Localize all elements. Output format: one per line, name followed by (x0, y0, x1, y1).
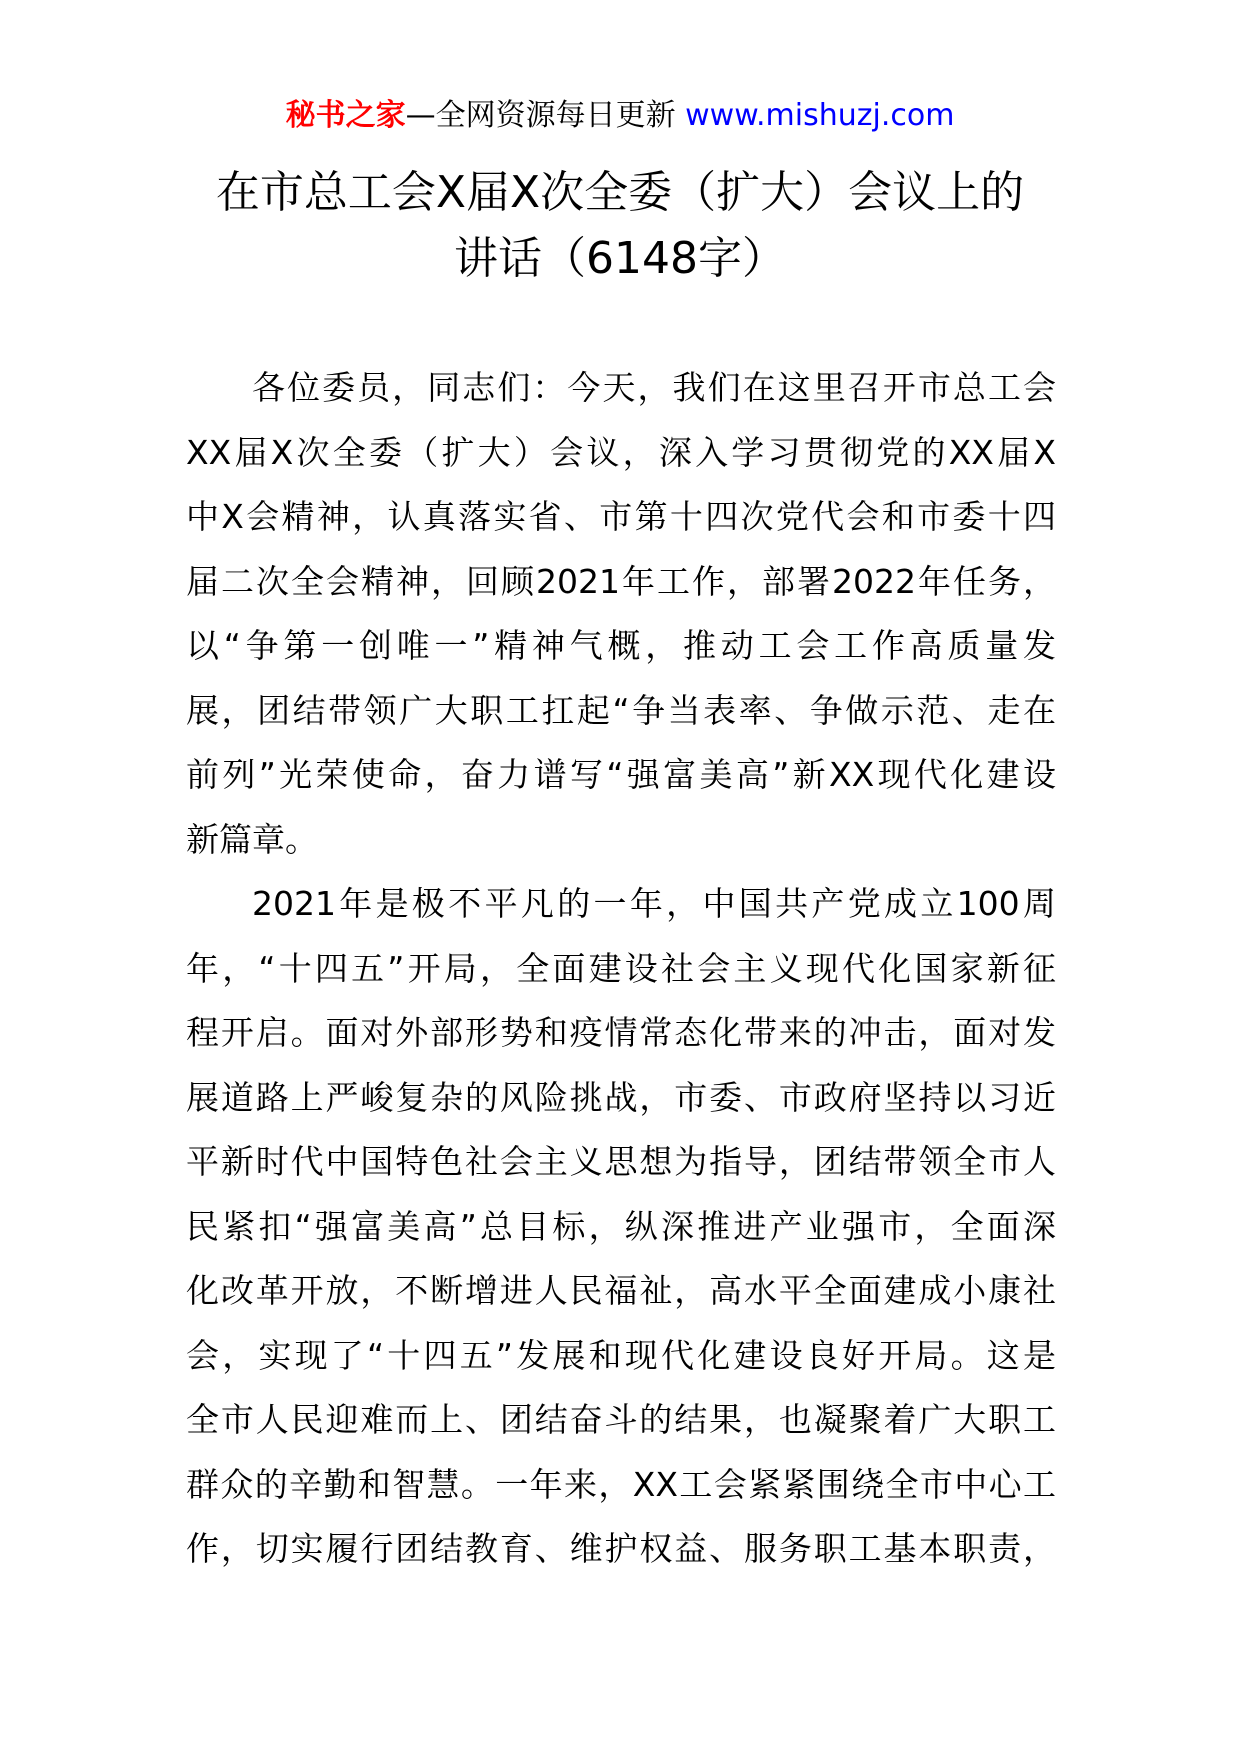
text-line: 2021年是极不平凡的一年，中国共产党成立100周 (252, 884, 1056, 923)
text-line: 中X会精神，认真落实省、市第十四次党代会和市委十四 (186, 497, 1056, 536)
text-line: 新篇章。 (186, 819, 318, 859)
document-title-line-2: 讲话（6148字） (454, 233, 786, 284)
text-line: 各位委员，同志们：今天，我们在这里召开市总工会 (252, 368, 1056, 407)
text-line: 全市人民迎难而上、团结奋斗的结果，也凝聚着广大职工 (186, 1400, 1056, 1439)
text-line: 届二次全会精神，回顾2021年工作，部署2022年任务， (186, 561, 1056, 601)
site-brand: 秘书之家 (285, 98, 406, 133)
text-line: 会，实现了“十四五”发展和现代化建设良好开局。这是 (186, 1335, 1056, 1375)
text-line: 作，切实履行团结教育、维护权益、服务职工基本职责， (186, 1529, 1056, 1568)
text-line: 年，“十四五”开局，全面建设社会主义现代化国家新征 (186, 948, 1056, 988)
text-line: 展，团结带领广大职工扛起“争当表率、争做示范、走在 (186, 690, 1056, 730)
site-url-link[interactable]: www.mishuzj.com (685, 98, 955, 133)
text-line: 群众的辛勤和智慧。一年来，XX工会紧紧围绕全市中心工 (186, 1464, 1056, 1504)
text-line: 程开启。面对外部形势和疫情常态化带来的冲击，面对发 (186, 1013, 1056, 1052)
text-line: XX届X次全委（扩大）会议，深入学习贯彻党的XX届X (186, 432, 1056, 472)
text-line: 以“争第一创唯一”精神气概，推动工会工作高质量发 (186, 626, 1056, 665)
document-body (186, 356, 1056, 1582)
paragraph-2 (186, 872, 1056, 1582)
site-header (0, 96, 1240, 136)
site-slogan: —全网资源每日更新 (405, 98, 676, 133)
document-title (160, 160, 1080, 292)
text-line: 展道路上严峻复杂的风险挑战，市委、市政府坚持以习近 (186, 1077, 1056, 1117)
text-line: 前列”光荣使命，奋力谱写“强富美高”新XX现代化建设 (186, 755, 1056, 794)
document-title-line-1: 在市总工会X届X次全委（扩大）会议上的 (215, 167, 1025, 218)
text-line: 平新时代中国特色社会主义思想为指导，团结带领全市人 (186, 1142, 1056, 1181)
text-line: 化改革开放，不断增进人民福祉，高水平全面建成小康社 (186, 1271, 1056, 1310)
text-line: 民紧扣“强富美高”总目标，纵深推进产业强市，全面深 (186, 1206, 1056, 1246)
paragraph-1 (186, 356, 1056, 872)
